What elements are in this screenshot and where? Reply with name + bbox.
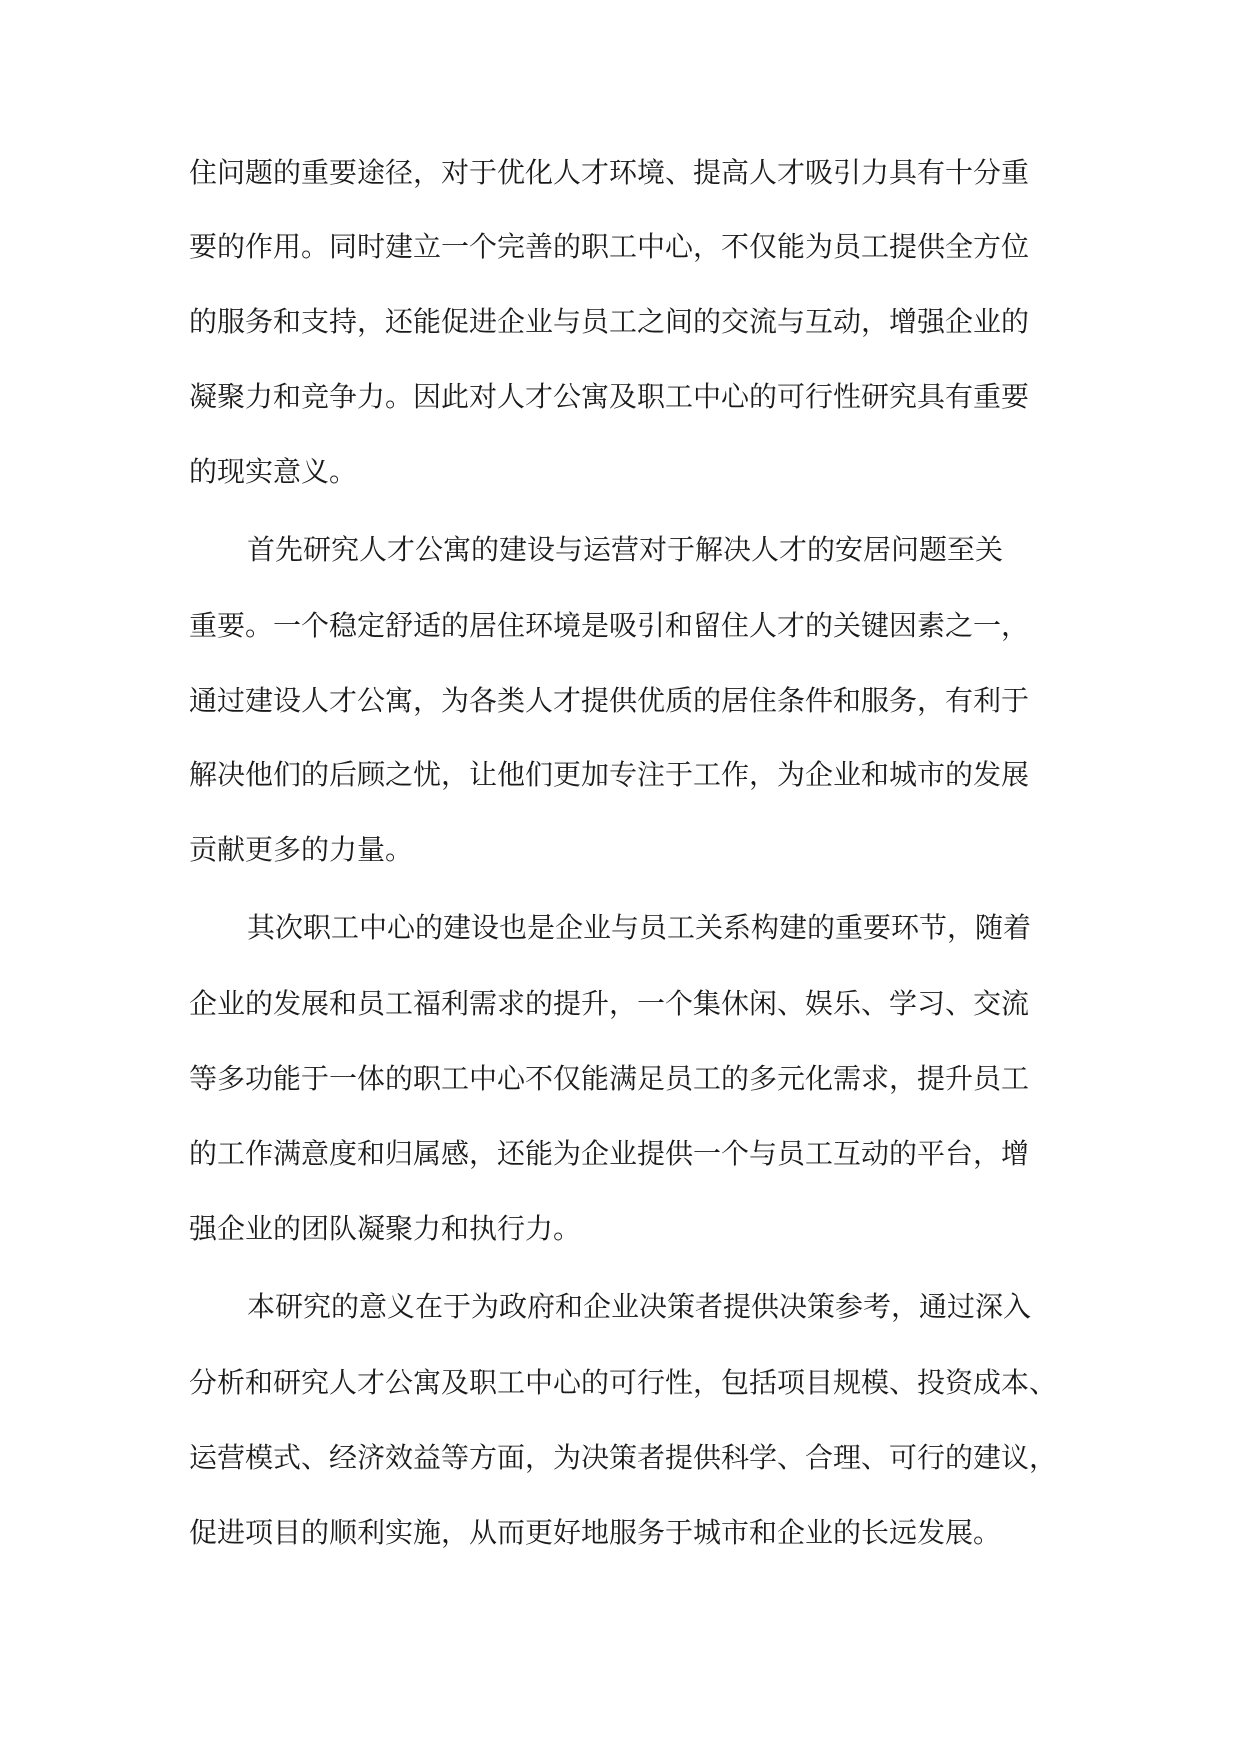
text-line: 本研究的意义在于为政府和企业决策者提供决策参考，通过深入 bbox=[247, 1290, 1032, 1323]
paragraph-3-line-2 bbox=[0, 984, 1241, 1024]
paragraph-2-line-3 bbox=[0, 681, 1241, 721]
text-line: 首先研究人才公寓的建设与运营对于解决人才的安居问题至关 bbox=[247, 533, 1004, 566]
text-line: 贡献更多的力量。 bbox=[189, 833, 414, 866]
paragraph-1-line-5 bbox=[0, 452, 1241, 492]
text-line: 重要。一个稳定舒适的居住环境是吸引和留住人才的关键因素之一， bbox=[189, 609, 1030, 642]
paragraph-4-line-3 bbox=[0, 1438, 1241, 1478]
text-line: 的工作满意度和归属感，还能为企业提供一个与员工互动的平台，增 bbox=[189, 1137, 1030, 1170]
text-line: 的现实意义。 bbox=[189, 455, 358, 488]
text-line: 凝聚力和竞争力。因此对人才公寓及职工中心的可行性研究具有重要 bbox=[189, 380, 1030, 413]
paragraph-4-line-4 bbox=[0, 1513, 1241, 1553]
text-line: 通过建设人才公寓，为各类人才提供优质的居住条件和服务，有利于 bbox=[189, 684, 1030, 717]
text-line: 分析和研究人才公寓及职工中心的可行性，包括项目规模、投资成本、 bbox=[189, 1366, 1058, 1399]
paragraph-3-line-4 bbox=[0, 1134, 1241, 1174]
paragraph-1-line-1 bbox=[0, 153, 1241, 193]
paragraph-1-line-2 bbox=[0, 227, 1241, 267]
text-line: 运营模式、经济效益等方面，为决策者提供科学、合理、可行的建议， bbox=[189, 1441, 1058, 1474]
text-line: 解决他们的后顾之忧，让他们更加专注于工作，为企业和城市的发展 bbox=[189, 758, 1030, 791]
paragraph-4-line-1 bbox=[0, 1287, 1241, 1327]
paragraph-3-line-1 bbox=[0, 908, 1241, 948]
paragraph-3-line-3 bbox=[0, 1059, 1241, 1099]
paragraph-3-line-5 bbox=[0, 1209, 1241, 1249]
paragraph-4-line-2 bbox=[0, 1363, 1241, 1403]
paragraph-2-line-4 bbox=[0, 755, 1241, 795]
text-line: 其次职工中心的建设也是企业与员工关系构建的重要环节，随着 bbox=[247, 911, 1032, 944]
paragraph-1-line-3 bbox=[0, 302, 1241, 342]
text-line: 促进项目的顺利实施，从而更好地服务于城市和企业的长远发展。 bbox=[189, 1516, 1002, 1549]
text-line: 强企业的团队凝聚力和执行力。 bbox=[189, 1212, 582, 1245]
text-line: 企业的发展和员工福利需求的提升，一个集休闲、娱乐、学习、交流 bbox=[189, 987, 1030, 1020]
text-line: 要的作用。同时建立一个完善的职工中心，不仅能为员工提供全方位 bbox=[189, 230, 1030, 263]
paragraph-2-line-1 bbox=[0, 530, 1241, 570]
paragraph-2-line-2 bbox=[0, 606, 1241, 646]
text-line: 住问题的重要途径，对于优化人才环境、提高人才吸引力具有十分重 bbox=[189, 156, 1030, 189]
text-line: 的服务和支持，还能促进企业与员工之间的交流与互动，增强企业的 bbox=[189, 305, 1030, 338]
text-line: 等多功能于一体的职工中心不仅能满足员工的多元化需求，提升员工 bbox=[189, 1062, 1030, 1095]
paragraph-2-line-5 bbox=[0, 830, 1241, 870]
paragraph-1-line-4 bbox=[0, 377, 1241, 417]
